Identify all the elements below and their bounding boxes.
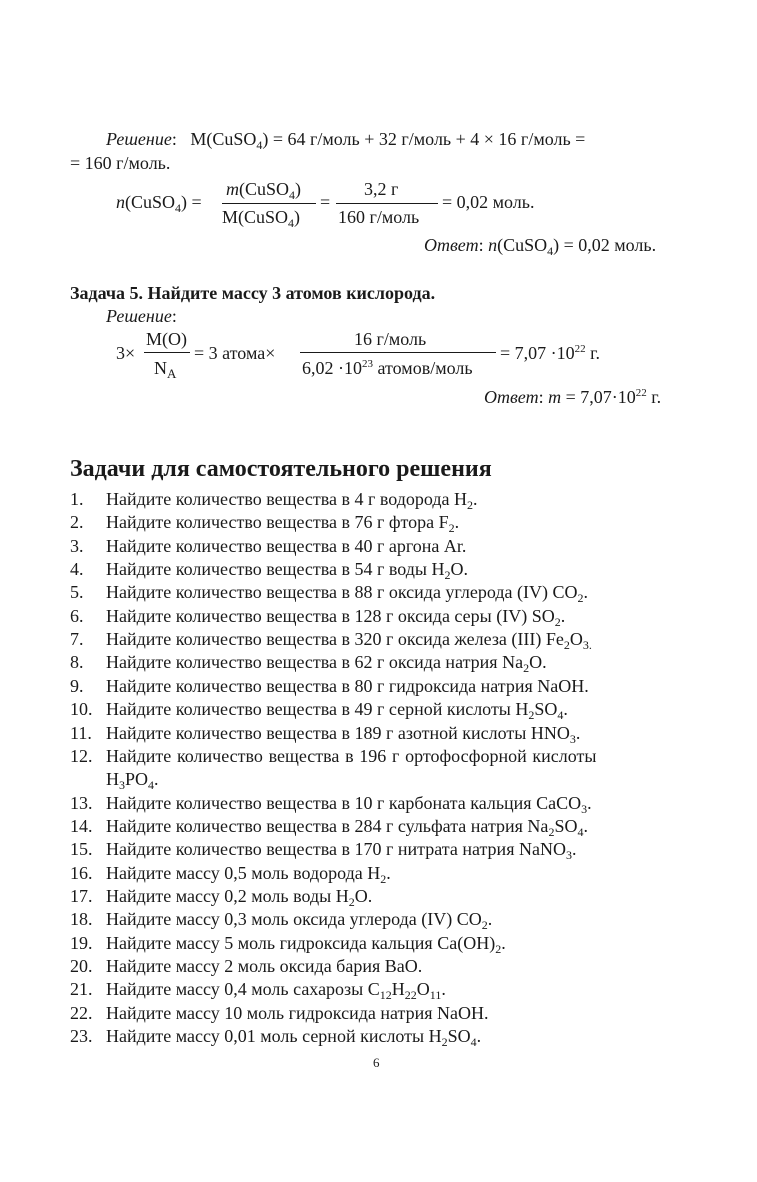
- task-item: Найдите количество вещества в 189 г азотной кислоты $HNO_3$.: [106, 723, 581, 746]
- task-item: Найдите количество вещества в 76 г фтора $F_2$.: [106, 512, 460, 535]
- task-number: 12.: [70, 746, 93, 766]
- task-item: Найдите массу 0,5 моль водорода $H_2$.: [106, 863, 391, 886]
- formula-middle: = 3 атома×: [194, 343, 276, 363]
- task-number: 22.: [70, 1003, 93, 1023]
- fraction-2-numerator: 3,2 г: [364, 179, 399, 199]
- fraction-molar-mass-numerator: M(O): [146, 329, 187, 349]
- task-item: Найдите массу 2 моль оксида бария BaO.: [106, 956, 423, 976]
- formula-prefix: 3×: [116, 343, 136, 363]
- task-item: Найдите количество вещества в 320 г оксида железа (III) $Fe_2O_{3.}$: [106, 629, 592, 652]
- task-item: Найдите количество вещества в 196 г ортофосфорной кислоты: [106, 746, 597, 766]
- fraction-molar-mass-bar: [144, 352, 190, 353]
- formula-result: = 0,02 моль.: [442, 192, 535, 212]
- task-item: Найдите массу 0,3 моль оксида углерода (IV) $CO_2$.: [106, 909, 493, 932]
- task-5-title: Задача 5. Найдите массу 3 атомов кислорода.: [70, 283, 436, 303]
- page-number: 6: [373, 1055, 380, 1070]
- task-number: 21.: [70, 979, 93, 999]
- task-item: Найдите количество вещества в 128 г оксида серы (IV) $SO_2$.: [106, 606, 566, 629]
- answer-1: Ответ: n(CuSO$_4$) = 0,02 моль.: [424, 235, 657, 258]
- fraction-1-bar: [222, 203, 316, 204]
- task-number: 16.: [70, 863, 93, 883]
- task-number: 11.: [70, 723, 92, 743]
- task-item: Найдите количество вещества в 284 г сульфата натрия $Na_2SO_4$.: [106, 816, 588, 839]
- task-item: Найдите количество вещества в 54 г воды $H_2O$.: [106, 559, 468, 582]
- task-item: Найдите количество вещества в 80 г гидроксида натрия NaOH.: [106, 676, 589, 696]
- task-number: 8.: [70, 652, 84, 672]
- task-item: Найдите количество вещества в 40 г аргона Ar.: [106, 536, 467, 556]
- task-item: Найдите количество вещества в 62 г оксида натрия $Na_2O$.: [106, 652, 547, 675]
- task-number: 19.: [70, 933, 93, 953]
- fraction-2-bar: [336, 203, 438, 204]
- fraction-avogadro-denominator: $6,02 \cdot 10^{23}$ атомов/моль: [302, 358, 473, 378]
- solution-line-1: Решение: M(CuSO$_4$) = 64 г/моль + 32 г/моль + 4 × 16 г/моль =: [106, 129, 586, 152]
- task-item: Найдите количество вещества в 10 г карбоната кальция CaCO$_3$.: [106, 793, 592, 816]
- answer-2: Ответ: $m = 7,07\cdot 10^{22}$ г.: [484, 387, 662, 407]
- solution-label: Решение: [106, 129, 172, 149]
- task-number: 2.: [70, 512, 84, 532]
- task-item-continuation: $H_3PO_4$.: [106, 769, 159, 792]
- fraction-2-denominator: 160 г/моль: [338, 207, 420, 227]
- fraction-1-denominator: M(CuSO$_4$): [222, 207, 301, 230]
- task-number: 20.: [70, 956, 93, 976]
- task-item: Найдите количество вещества в 4 г водорода $H_2$.: [106, 489, 478, 512]
- task-item: Найдите массу 0,01 моль серной кислоты $H_2SO_4$.: [106, 1026, 482, 1049]
- task-number: 17.: [70, 886, 93, 906]
- task-number: 23.: [70, 1026, 93, 1046]
- task-item: Найдите массу 0,2 моль воды $H_2O$.: [106, 886, 373, 909]
- section-title: Задачи для самостоятельного решения: [70, 456, 492, 482]
- task-number: 18.: [70, 909, 93, 929]
- task-number: 7.: [70, 629, 84, 649]
- formula-left: n(CuSO$_4$) =: [116, 192, 202, 215]
- task-number: 4.: [70, 559, 84, 579]
- task-number: 14.: [70, 816, 93, 836]
- equals-sign: =: [320, 192, 331, 212]
- solution-line-2: = 160 г/моль.: [70, 153, 171, 173]
- task-number: 5.: [70, 582, 84, 602]
- task-item: Найдите количество вещества в 49 г серной кислоты $H_2SO_4$.: [106, 699, 568, 722]
- task-number: 1.: [70, 489, 84, 509]
- task-item: Найдите массу 0,4 моль сахарозы $C_{12}H_{22}O_{11}$.: [106, 979, 446, 1002]
- task-number: 15.: [70, 839, 93, 859]
- task-item: Найдите массу 5 моль гидроксида кальция $Ca(OH)_2$.: [106, 933, 506, 956]
- task-number: 3.: [70, 536, 84, 556]
- fraction-molar-mass-denominator: $N_A$: [154, 358, 177, 381]
- task-item: Найдите количество вещества в 170 г нитрата натрия NaNO$_3$.: [106, 839, 577, 862]
- fraction-avogadro-numerator: 16 г/моль: [354, 329, 427, 349]
- task-5-solution-label: Решение:: [106, 306, 177, 326]
- formula-result-2: = $7,07 \cdot 10^{22}$ г.: [500, 343, 601, 363]
- task-item: Найдите количество вещества в 88 г оксида углерода (IV) $CO_2$.: [106, 582, 588, 605]
- task-number: 6.: [70, 606, 84, 626]
- task-item: Найдите массу 10 моль гидроксида натрия NaOH.: [106, 1003, 489, 1023]
- task-number: 10.: [70, 699, 93, 719]
- fraction-avogadro-bar: [300, 352, 496, 353]
- task-number: 13.: [70, 793, 93, 813]
- task-number: 9.: [70, 676, 84, 696]
- fraction-1-numerator: m(CuSO$_4$): [226, 179, 302, 202]
